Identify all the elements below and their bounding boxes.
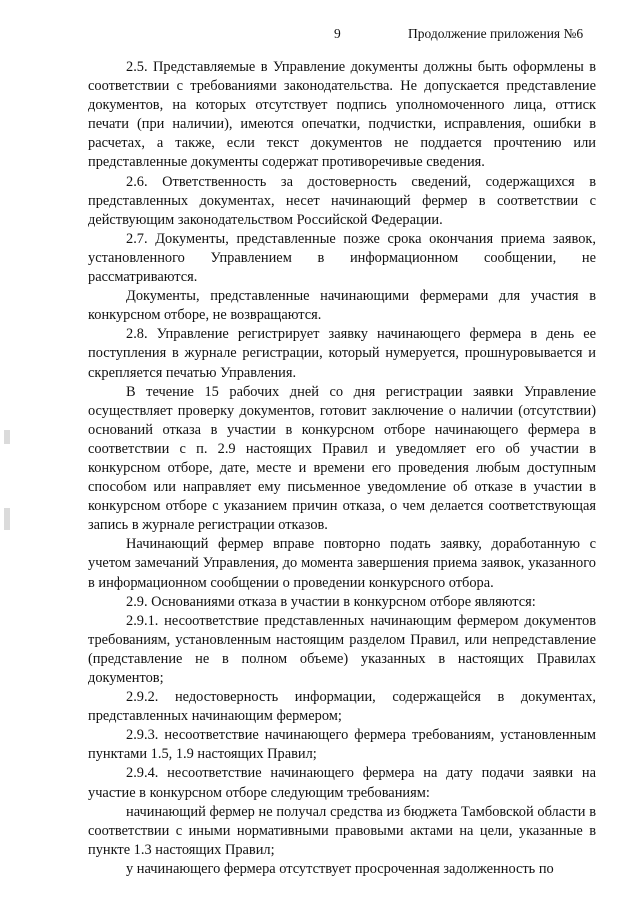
- paragraph-resubmission: Начинающий фермер вправе повторно подать заявку, доработанную с учетом замечаний Управления, до момента завершения приема заявок, указанного в информационном сообщении о проведении конкурсного отбора.: [88, 536, 596, 591]
- paragraph-2-9: 2.9. Основаниями отказа в участии в конкурсном отборе являются:: [126, 593, 536, 610]
- paragraph-2-9-3: 2.9.3. несоответствие начинающего фермера требованиям, установленным пунктами 1.5, 1.9 настоящих Правил;: [88, 727, 596, 763]
- paragraph-no-overdue-debt: у начинающего фермера отсутствует просроченная задолженность по: [126, 860, 554, 877]
- page-header: [0, 26, 640, 46]
- paragraph-no-budget-funds: начинающий фермер не получал средства из бюджета Тамбовской области в соответствии с иными нормативными правовыми актами на цели, указанные в пункте 1.3 настоящих Правил;: [88, 803, 596, 858]
- paragraph-verification-period: В течение 15 рабочих дней со дня регистрации заявки Управление осуществляет проверку документов, готовит заключение о наличии (отсутствии) оснований отказа в участии в конкурсном отборе начинающего фермера в соответствии с п. 2.9 настоящих Правил и уведомляет его об участии в конкурсном отборе, дате, месте и времени его проведения любым доступным способом или направляет ему письменное уведомление об отказе в участии в конкурсном отборе с указанием причин отказа, о чем делается соответствующая запись в журнале регистрации отказов.: [88, 383, 596, 534]
- appendix-continuation-label: Продолжение приложения №6: [408, 26, 584, 41]
- paragraph-2-8: 2.8. Управление регистрирует заявку начинающего фермера в день ее поступления в журнале регистрации, который нумеруется, прошнуровывается и скрепляется печатью Управления.: [88, 326, 596, 381]
- paragraph-documents-not-returned: Документы, представленные начинающими фермерами для участия в конкурсном отборе, не возвращаются.: [88, 288, 596, 324]
- paragraph-2-9-2: 2.9.2. недостоверность информации, содержащейся в документах, представленных начинающим фермером;: [88, 689, 596, 725]
- paragraph-2-7: 2.7. Документы, представленные позже срока окончания приема заявок, установленного Управлением в информационном сообщении, не рассматриваются.: [88, 230, 596, 286]
- document-body: [88, 58, 596, 879]
- paragraph-2-6: 2.6. Ответственность за достоверность сведений, содержащихся в представленных документах, несет начинающий фермер в соответствии с действующим законодательством Российской Федерации.: [88, 173, 596, 228]
- paragraph-2-9-1: 2.9.1. несоответствие представленных начинающим фермером документов требованиям, установленным настоящим разделом Правил, или непредставление (представление не в полном объеме) указанных в настоящих Правилах документов;: [88, 612, 596, 686]
- page-number: 9: [334, 26, 341, 41]
- scan-margin-mark: [4, 508, 10, 530]
- scan-margin-mark: [4, 430, 10, 444]
- paragraph-2-9-4: 2.9.4. несоответствие начинающего фермера на дату подачи заявки на участие в конкурсном отборе следующим требованиям:: [88, 765, 596, 801]
- paragraph-2-5: 2.5. Представляемые в Управление документы должны быть оформлены в соответствии с требованиями законодательства. Не допускается представление документов, на которых отсутствует подпись уполномоченного лица, оттиск печати (при наличии), имеются опечатки, подчистки, исправления, ошибки в расчетах, а также, если текст документов не поддается прочтению или представленные документы содержат противоречивые сведения.: [88, 59, 596, 171]
